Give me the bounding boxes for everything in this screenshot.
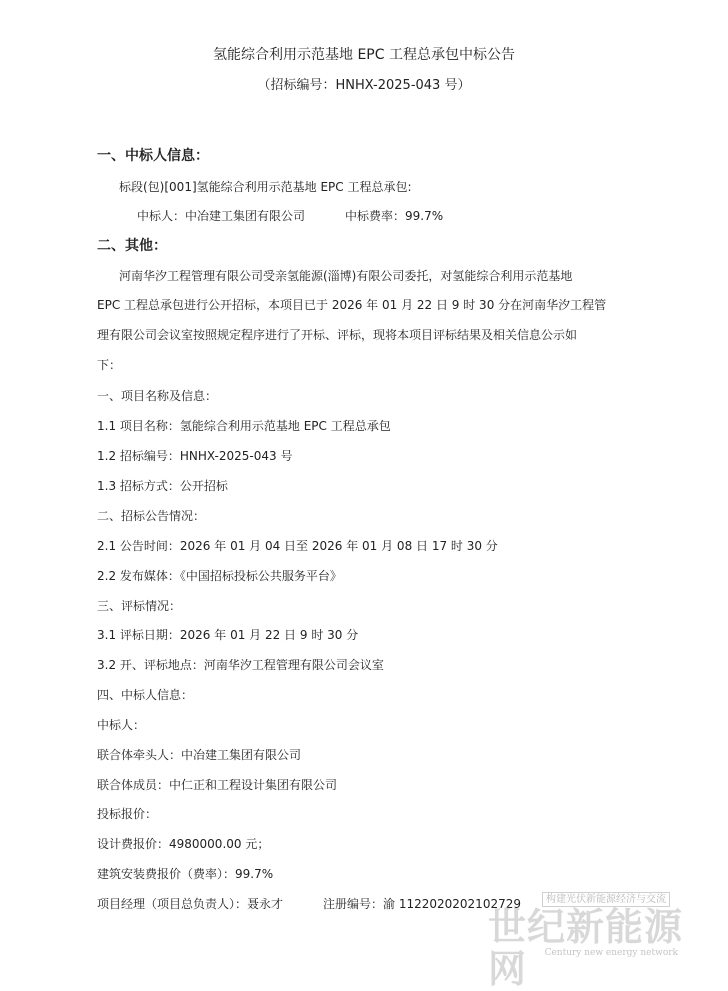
list-item: 1.3 招标方式：公开招标 bbox=[97, 479, 228, 493]
list-item: 二、招标公告情况： bbox=[97, 509, 206, 523]
list-item: 联合体牵头人：中冶建工集团有限公司 bbox=[97, 748, 302, 762]
winning-rate: 中标费率：99.7% bbox=[345, 209, 444, 223]
paragraph-line: 理有限公司会议室按照规定程序进行了开标、评标，现将本项目评标结果及相关信息公示如 bbox=[97, 328, 578, 342]
project-manager: 项目经理（项目总负责人）：聂永才 bbox=[97, 897, 284, 911]
winner-name: 中标人：中冶建工集团有限公司 bbox=[137, 209, 306, 223]
list-item: 联合体成员：中仁正和工程设计集团有限公司 bbox=[97, 778, 338, 792]
list-item: 建筑安装费报价（费率）：99.7% bbox=[97, 867, 274, 881]
list-item: 四、中标人信息： bbox=[97, 688, 194, 702]
winner-line bbox=[137, 208, 443, 224]
tender-number: （招标编号：HNHX-2025-043 号） bbox=[257, 78, 471, 93]
list-item: 1.1 项目名称：氢能综合利用示范基地 EPC 工程总承包 bbox=[97, 419, 391, 433]
watermark-logo bbox=[488, 884, 718, 991]
page-title: 氢能综合利用示范基地 EPC 工程总承包中标公告 bbox=[213, 47, 515, 63]
manager-line bbox=[97, 896, 521, 912]
section-heading-winner-info: 一、中标人信息： bbox=[97, 148, 209, 164]
list-item: 3.2 开、评标地点：河南华汐工程管理有限公司会议室 bbox=[97, 658, 384, 672]
registration-number: 注册编号：渝 1122020202102729 bbox=[323, 897, 521, 911]
paragraph-line: EPC 工程总承包进行公开招标，本项目已于 2026 年 01 月 22 日 9 时 30 分在河南华汐工程管 bbox=[97, 298, 607, 312]
list-item: 1.2 招标编号：HNHX-2025-043 号 bbox=[97, 449, 293, 463]
watermark-title: 世纪新能源网 bbox=[488, 904, 684, 991]
list-item: 投标报价： bbox=[97, 807, 158, 821]
list-item: 中标人： bbox=[97, 718, 146, 732]
watermark-tagline: 构建光伏新能源经济与交流 bbox=[542, 892, 670, 907]
watermark-subtitle: Century new energy network bbox=[544, 948, 678, 958]
list-item: 设计费报价：4980000.00 元； bbox=[97, 837, 270, 851]
bid-section-line: 标段(包)[001]氢能综合利用示范基地 EPC 工程总承包: bbox=[119, 180, 412, 194]
list-item: 2.1 公告时间：2026 年 01 月 04 日至 2026 年 01 月 08 日 17 时 30 分 bbox=[97, 539, 498, 553]
paragraph-line: 下： bbox=[97, 358, 122, 372]
list-item: 2.2 发布媒体：《中国招标投标公共服务平台》 bbox=[97, 569, 342, 583]
list-item: 一、项目名称及信息： bbox=[97, 389, 218, 403]
list-item: 三、评标情况： bbox=[97, 599, 182, 613]
list-item: 3.1 评标日期：2026 年 01 月 22 日 9 时 30 分 bbox=[97, 628, 359, 642]
section-heading-other: 二、其他： bbox=[97, 238, 167, 254]
paragraph-line: 河南华汐工程管理有限公司受亲氢能源(淄博)有限公司委托，对氢能综合利用示范基地 bbox=[119, 269, 573, 283]
